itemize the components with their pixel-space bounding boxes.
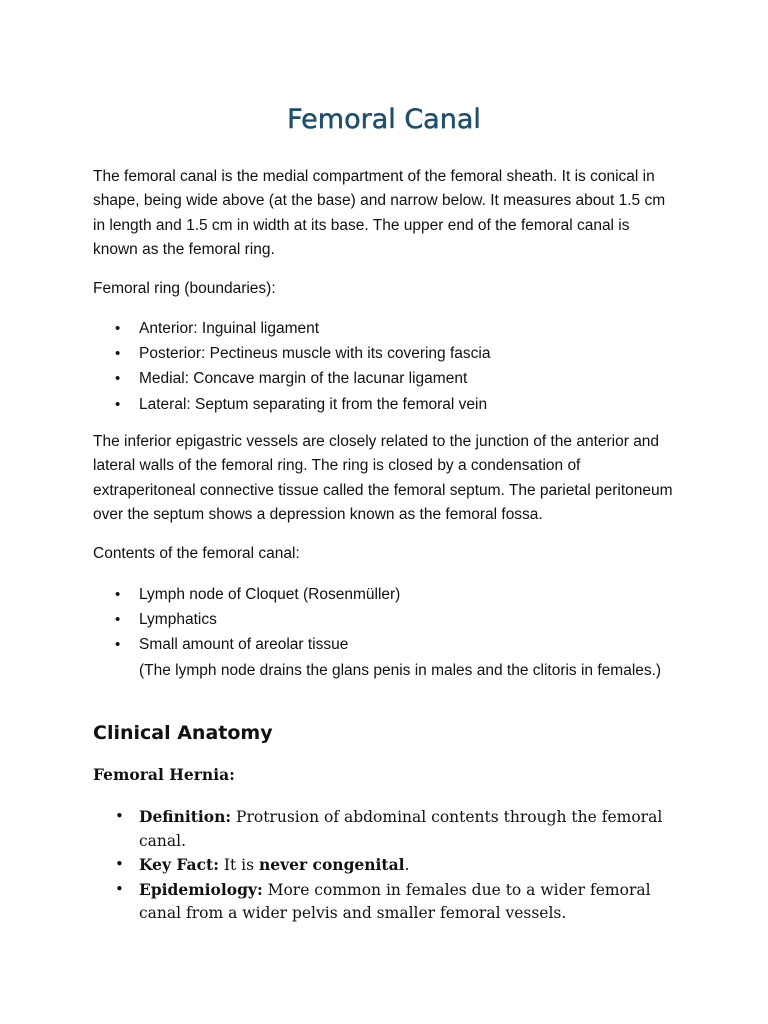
item-emphasis: never congenital: [258, 855, 405, 875]
list-item: • Lymph node of Cloquet (Rosenmüller): [93, 582, 678, 607]
list-item: • Lymphatics: [93, 607, 678, 632]
list-item: • Small amount of areolar tissue: [93, 632, 678, 657]
list-item: [93, 853, 678, 878]
ring-boundaries-list: [93, 316, 678, 417]
contents-block: [93, 582, 678, 683]
list-item: • Posterior: Pectineus muscle with its covering fascia: [93, 341, 678, 366]
bullet-icon: •: [115, 879, 124, 898]
item-text: More common in females due to a wider femoral canal from a wider pelvis and smaller femoral vessels.: [139, 880, 651, 923]
ring-heading: Femoral ring (boundaries):: [93, 280, 276, 297]
item-text: Protrusion of abdominal contents through the femoral canal.: [139, 808, 663, 850]
bullet-icon: •: [115, 807, 124, 825]
bullet-icon: •: [115, 370, 121, 388]
page-title: Femoral Canal: [287, 104, 481, 135]
contents-note: (The lymph node drains the glans penis in males and the clitoris in females.): [139, 661, 662, 679]
list-item: • Lateral: Septum separating it from the femoral vein: [93, 392, 678, 417]
bullet-icon: •: [115, 855, 124, 874]
bullet-icon: •: [115, 636, 121, 654]
item-text: It is: [218, 856, 259, 875]
item-text: .: [404, 856, 410, 875]
bullet-icon: •: [115, 345, 121, 363]
contents-list: [93, 582, 678, 658]
list-item: [93, 805, 678, 853]
item-label: Key Fact:: [139, 855, 219, 875]
bullet-icon: •: [115, 586, 121, 603]
femoral-hernia-heading: Femoral Hernia:: [93, 765, 235, 784]
intro-paragraph: The femoral canal is the medial compartment of the femoral sheath. It is conical in shape, being wide above (at the base) and narrow below. It measures about 1.5 cm in length and 1.5 cm in width at its base. The upper end of the femoral canal is known as the femoral ring.: [93, 168, 666, 258]
list-item: • Anterior: Inguinal ligament: [93, 316, 678, 341]
list-item: • Medial: Concave margin of the lacunar ligament: [93, 366, 678, 391]
list-item: [93, 878, 678, 926]
ring-paragraph: The inferior epigastric vessels are closely related to the junction of the anterior and lateral walls of the femoral ring. The ring is closed by a condensation of extraperitoneal connective tissue called the femoral septum. The parietal peritoneum over the septum shows a depression known as the femoral fossa.: [93, 433, 673, 523]
contents-heading: Contents of the femoral canal:: [93, 545, 300, 562]
clinical-anatomy-heading: Clinical Anatomy: [93, 722, 273, 744]
bullet-icon: •: [115, 395, 121, 413]
item-label: Epidemiology:: [139, 879, 263, 899]
bullet-icon: •: [115, 611, 121, 629]
bullet-icon: •: [115, 320, 121, 337]
hernia-list: [93, 805, 678, 926]
item-label: Definition:: [139, 807, 232, 826]
